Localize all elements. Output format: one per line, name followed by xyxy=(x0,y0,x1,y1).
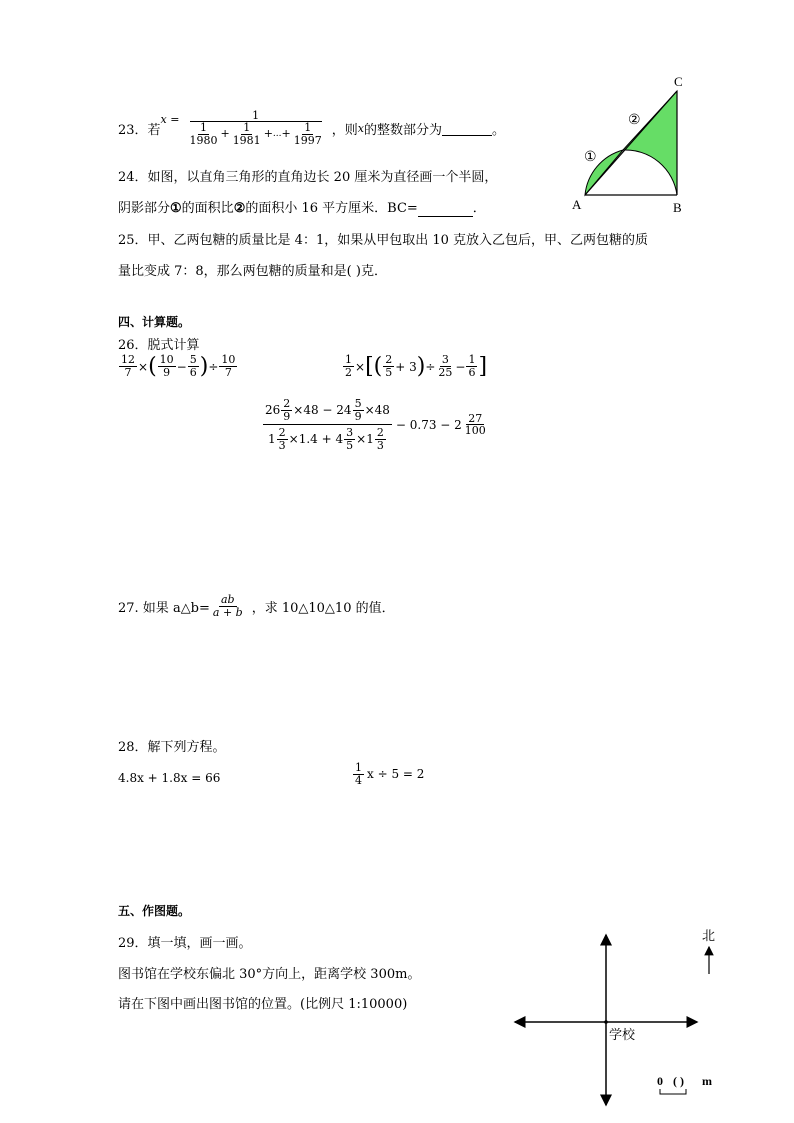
q23-answer-blank[interactable] xyxy=(442,120,492,136)
q29-map-axes xyxy=(505,925,735,1110)
q23-big-numerator: 1 xyxy=(190,110,322,123)
q23-x-equals: x = xyxy=(160,112,180,126)
q28-equation-2: $\frac{1}{4}$ x ÷ 5 = 2 xyxy=(355,761,425,787)
q26-e3-main-fraction: 26 $\frac{2}{9}$ ×48 − 24 $\frac{5}{9}$ ×48 1 $\frac{2}{3}$ ×1.4 + 4 $\frac{3}{5}$ ×1 $\frac{2}{3}$ xyxy=(265,397,390,452)
q28-title: 28．解下列方程。 xyxy=(118,740,226,755)
scale-bar xyxy=(660,1089,686,1094)
vertex-b-label: B xyxy=(673,200,682,215)
section-5-heading: 五、作图题。 xyxy=(118,904,191,918)
q26-expression-2: $\frac{1}{2}$ × [ ( $\frac{2}{5}$ + 3 ) ÷ $\frac{3}{25}$ − $\frac{1}{6}$ ] xyxy=(345,353,488,379)
q24-line-1: 24．如图，以直角三角形的直角边长 20 厘米为直径画一个半圆， xyxy=(118,170,498,185)
q23: 23．若 x = 1 $\frac{1}{1980}$ + $\frac{1}{1981}$ + ... + $\frac{1}{1997}$ ，则 x 的整数部分为 。 xyxy=(118,108,505,147)
scale-unit: m xyxy=(702,1074,712,1088)
q29-title: 29．填一填，画一画。 xyxy=(118,936,252,951)
q26-expression-1: $\frac{12}{7}$ × ( $\frac{10}{9}$ − $\frac{5}{6}$ ) ÷ $\frac{10}{7}$ xyxy=(121,353,236,379)
q29-line-2: 请在下图中画出图书馆的位置。(比例尺 1:10000) xyxy=(118,997,408,1012)
q23-term-2: $\frac{1}{1981}$ xyxy=(232,121,261,147)
q29-line-1: 图书馆在学校东偏北 30°方向上，距离学校 300m。 xyxy=(118,967,421,982)
q23-big-fraction xyxy=(184,110,326,147)
q25-line-2: 量比变成 7：8，那么两包糖的质量和是( )克． xyxy=(118,264,387,279)
north-label: 北 xyxy=(702,928,716,943)
q27: 27. 如果 a△b= $\frac{ab}{a + b}$ ，求 10△10△10 的值． xyxy=(118,593,395,619)
q23-big-denominator: $\frac{1}{1980}$ + $\frac{1}{1981}$ + ... + $\frac{1}{1997}$ xyxy=(189,121,322,147)
scale-paren[interactable]: ( ) xyxy=(673,1074,684,1088)
q24-circle-2: ② xyxy=(233,201,246,216)
q23-term-3: $\frac{1}{1997}$ xyxy=(293,121,322,147)
region-1-label: ① xyxy=(584,150,597,165)
region-2-label: ② xyxy=(628,113,641,128)
q24-triangle-figure xyxy=(560,70,700,220)
vertex-c-label: C xyxy=(674,74,683,89)
school-label: 学校 xyxy=(609,1027,636,1042)
q28-equation-1: 4.8x + 1.8x = 66 xyxy=(118,771,221,785)
scale-zero: 0 xyxy=(657,1074,663,1088)
q26-title: 26．脱式计算 xyxy=(118,338,200,353)
q25-line-1: 25．甲、乙两包糖的质量比是 4：1，如果从甲包取出 10 克放入乙包后，甲、乙两包糖的质 xyxy=(118,233,649,248)
q23-term-1: $\frac{1}{1980}$ xyxy=(189,121,218,147)
q26-expression-3: 26 $\frac{2}{9}$ ×48 − 24 $\frac{5}{9}$ ×48 1 $\frac{2}{3}$ ×1.4 + 4 $\frac{3}{5}$ ×1 $\frac{2}{3}$ − 0.73 − 2 $\frac{27}{100}$ xyxy=(265,397,486,452)
q24-answer-blank[interactable] xyxy=(418,201,473,217)
section-4-heading: 四、计算题。 xyxy=(118,315,191,329)
q23-number: 23．若 xyxy=(118,122,161,138)
q24-line-2: 阴影部分①的面积比②的面积小 16 平方厘米．BC= ． xyxy=(118,201,486,216)
q27-fraction: $\frac{ab}{a + b}$ xyxy=(212,593,243,619)
vertex-a-label: A xyxy=(572,197,582,212)
school-point xyxy=(604,1020,608,1024)
q24-circle-1: ① xyxy=(170,201,182,216)
